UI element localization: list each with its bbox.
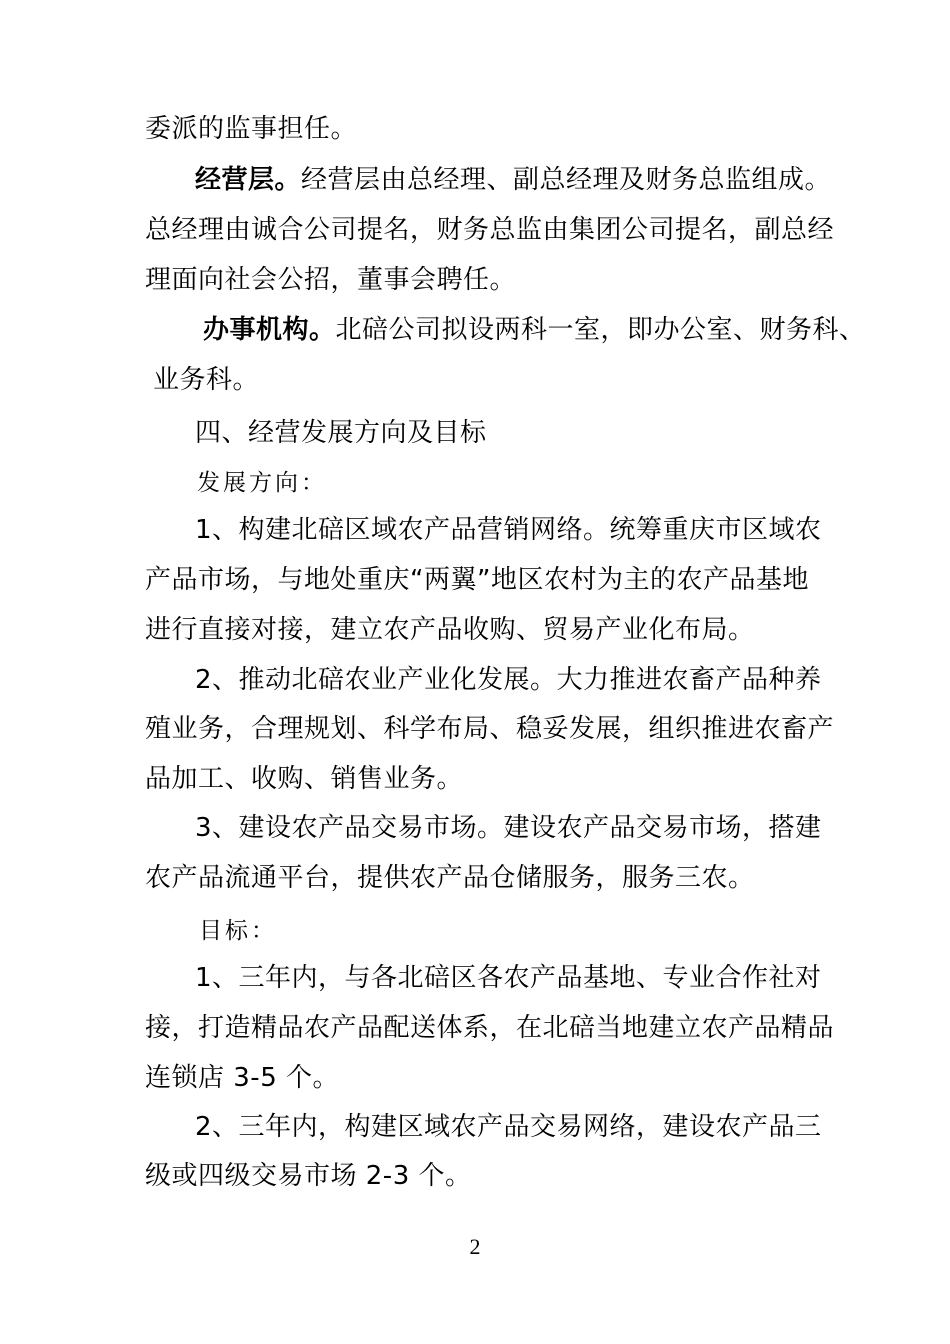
text-line: 品加工、收购、销售业务。	[145, 764, 464, 794]
text-line: 进行直接对接，建立农产品收购、贸易产业化布局。	[145, 615, 755, 645]
text-span: 经营层由总经理、副总经理及财务总监组成。	[301, 165, 832, 195]
text-line: 业务科。	[153, 365, 260, 395]
bold-heading: 经营层。	[195, 165, 302, 195]
paragraph-management	[195, 165, 831, 195]
text-line: 1、构建北碚区域农产品营销网络。统筹重庆市区域农	[195, 515, 822, 545]
section-heading: 四、经营发展方向及目标	[195, 418, 487, 448]
text-line: 产品市场，与地处重庆“两翼”地区农村为主的农产品基地	[145, 565, 809, 595]
text-line: 接，打造精品农产品配送体系，在北碚当地建立农产品精品	[145, 1013, 835, 1043]
text-line: 级或四级交易市场 2-3 个。	[145, 1161, 472, 1191]
text-line: 连锁店 3-5 个。	[145, 1063, 339, 1093]
subheading-goals: 目标：	[199, 918, 277, 944]
text-line: 2、推动北碚农业产业化发展。大力推进农畜产品种养	[195, 665, 822, 695]
text-line: 委派的监事担任。	[145, 114, 358, 144]
text-line: 理面向社会公招，董事会聘任。	[145, 265, 517, 295]
text-line: 3、建设农产品交易市场。建设农产品交易市场，搭建	[195, 813, 822, 843]
text-line: 殖业务，合理规划、科学布局、稳妥发展，组织推进农畜产	[145, 714, 835, 744]
bold-heading: 办事机构。	[203, 315, 336, 345]
text-line: 农产品流通平台，提供农产品仓储服务，服务三农。	[145, 863, 755, 893]
page-number: 2	[469, 1234, 481, 1259]
text-span: 北碚公司拟设两科一室，即办公室、财务科、	[335, 315, 866, 345]
text-line: 2、三年内，构建区域农产品交易网络，建设农产品三	[195, 1112, 822, 1142]
paragraph-office	[203, 315, 866, 345]
text-line: 1、三年内，与各北碚区各农产品基地、专业合作社对	[195, 963, 822, 993]
text-line: 总经理由诚合公司提名，财务总监由集团公司提名，副总经	[145, 215, 835, 245]
subheading-direction: 发展方向：	[197, 470, 327, 496]
